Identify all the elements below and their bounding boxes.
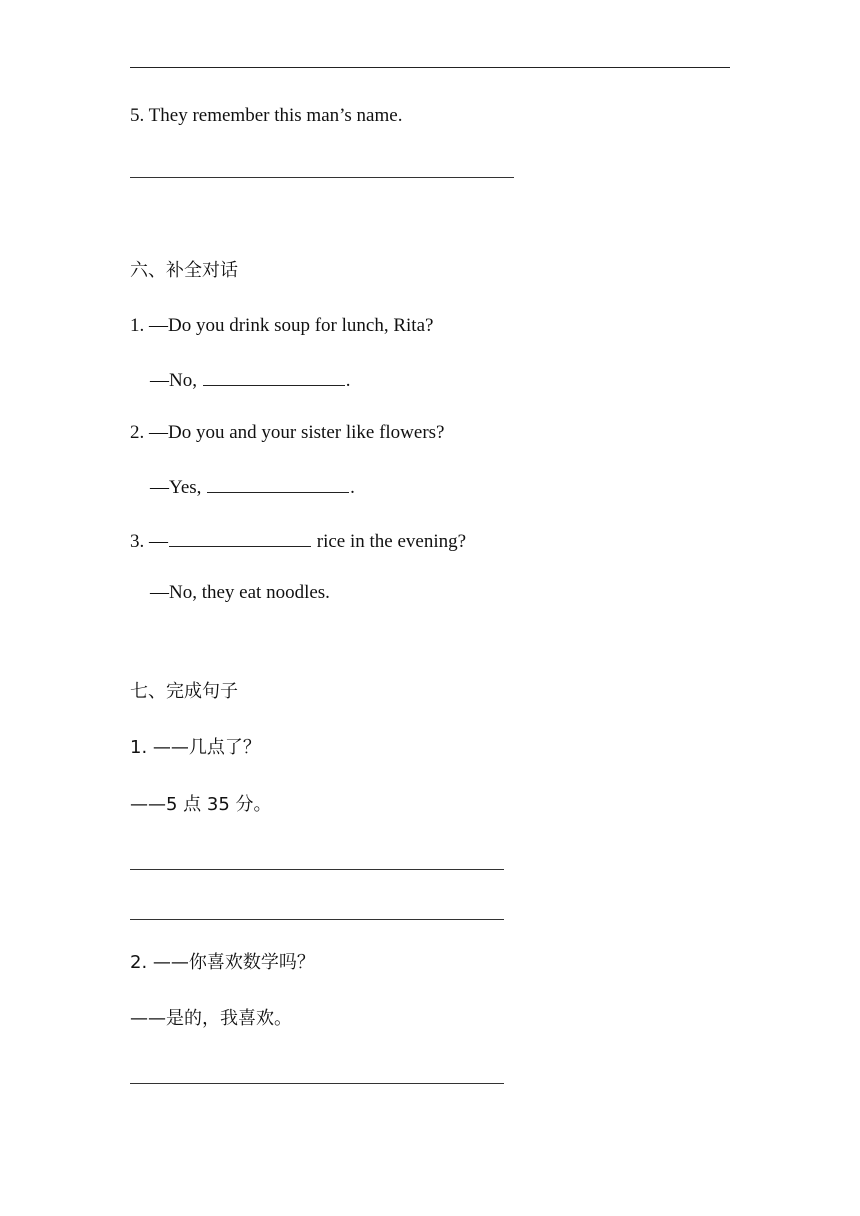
s6-q2-answer	[150, 474, 355, 500]
s6-q1-question: 1. —Do you drink soup for lunch, Rita?	[130, 315, 434, 336]
s6-q3-question-prefix: 3. —	[130, 531, 168, 552]
s7-q1-answer-line-1	[130, 869, 504, 870]
q5-answer-line	[130, 177, 514, 178]
s6-q1-blank	[203, 367, 345, 386]
s6-q3-question	[130, 528, 466, 554]
s7-q2-answer-line	[130, 1083, 504, 1084]
q5-sentence: 5. They remember this man’s name.	[130, 105, 403, 126]
s7-q1-question: 1. ——几点了？	[130, 737, 261, 758]
s6-q2-answer-prefix: —Yes,	[150, 477, 207, 498]
s6-q2-question: 2. —Do you and your sister like flowers?	[130, 422, 445, 443]
s6-q2-answer-suffix: .	[350, 477, 355, 498]
section7-heading: 七、完成句子	[130, 681, 238, 702]
s7-q2-answer: ——是的，我喜欢。	[130, 1008, 292, 1029]
s6-q3-blank	[169, 528, 311, 547]
section6-heading: 六、补全对话	[130, 260, 238, 281]
top-divider	[130, 67, 730, 68]
s6-q1-answer-suffix: .	[345, 370, 351, 391]
s7-q2-question: 2. ——你喜欢数学吗？	[130, 952, 315, 973]
s6-q1-answer	[150, 367, 350, 393]
s6-q1-answer-prefix: —No,	[150, 370, 202, 391]
s6-q3-question-suffix: rice in the evening?	[312, 531, 467, 552]
s6-q2-blank	[207, 474, 349, 493]
s6-q3-answer: —No, they eat noodles.	[150, 582, 330, 603]
s7-q1-answer: ——5 点 35 分。	[130, 794, 272, 815]
s7-q1-answer-line-2	[130, 919, 504, 920]
